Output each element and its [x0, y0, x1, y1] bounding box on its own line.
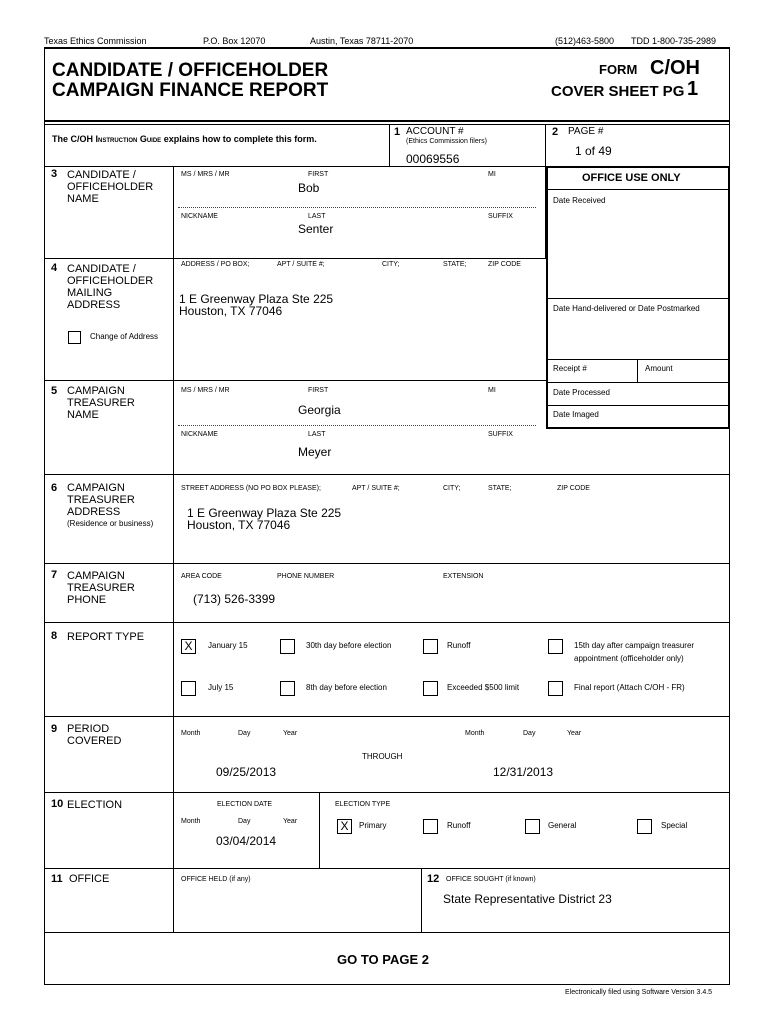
8th-day-checkbox[interactable] — [280, 681, 295, 696]
15th-day-label-2: appointment (officeholder only) — [574, 654, 684, 663]
mailing-zip-header: ZIP CODE — [488, 261, 521, 268]
treasurer-nickname-label: NICKNAME — [181, 431, 218, 438]
form-word: FORM — [599, 62, 638, 77]
exceeded-limit-checkbox[interactable] — [423, 681, 438, 696]
agency-name: Texas Ethics Commission — [44, 36, 147, 46]
treasurer-state-header: STATE; — [488, 485, 512, 492]
candidate-first-name: Bob — [298, 181, 320, 195]
treasurer-mi-label: MI — [488, 387, 496, 394]
through-label: THROUGH — [362, 752, 403, 761]
treasurer-address-line1: 1 E Greenway Plaza Ste 225 — [187, 506, 342, 520]
treasurer-last-label: LAST — [308, 431, 326, 438]
section-6-number: 6 — [51, 482, 58, 494]
office-sought-value: State Representative District 23 — [443, 892, 612, 906]
page-label: PAGE # — [568, 126, 604, 137]
period-from-month-label: Month — [181, 730, 201, 737]
january-15-checkbox[interactable]: X — [181, 639, 196, 654]
general-checkbox[interactable] — [525, 819, 540, 834]
section-1-number: 1 — [394, 126, 401, 138]
period-from-day-label: Day — [238, 730, 251, 737]
instruction-text: The C/OH Instruction Guide explains how to complete this form. — [52, 134, 317, 144]
section-8-label: REPORT TYPE — [67, 631, 145, 643]
15th-day-checkbox[interactable] — [548, 639, 563, 654]
candidate-first-label: FIRST — [308, 171, 329, 178]
page-number: 1 of 49 — [575, 144, 612, 158]
period-to-month-label: Month — [465, 730, 485, 737]
primary-label: Primary — [359, 821, 387, 830]
treasurer-ms-label: MS / MRS / MR — [181, 387, 230, 394]
amount-label: Amount — [645, 364, 673, 373]
change-of-address-label: Change of Address — [90, 332, 159, 341]
mailing-address-header: ADDRESS / PO BOX; — [181, 261, 250, 268]
form-code: C/OH — [650, 57, 700, 79]
section-6-sublabel: (Residence or business) — [67, 519, 154, 528]
candidate-suffix-label: SUFFIX — [488, 213, 513, 220]
treasurer-last-name: Meyer — [298, 445, 332, 459]
election-month-label: Month — [181, 818, 201, 825]
section-3-label: CANDIDATE / OFFICEHOLDER NAME — [67, 169, 154, 205]
mailing-address-line1: 1 E Greenway Plaza Ste 225 — [179, 292, 334, 306]
section-8-number: 8 — [51, 630, 58, 642]
agency-tdd: TDD 1-800-735-2989 — [631, 36, 717, 46]
date-imaged-label: Date Imaged — [553, 410, 599, 419]
candidate-mi-label: MI — [488, 171, 496, 178]
treasurer-first-label: FIRST — [308, 387, 329, 394]
section-12-number: 12 — [427, 873, 440, 885]
form-title-line2: CAMPAIGN FINANCE REPORT — [52, 80, 329, 101]
receipt-label: Receipt # — [553, 364, 587, 373]
account-number: 00069556 — [406, 152, 460, 166]
election-date: 03/04/2014 — [216, 834, 277, 848]
special-label: Special — [661, 821, 688, 830]
treasurer-zip-header: ZIP CODE — [557, 485, 590, 492]
mailing-apt-header: APT / SUITE #; — [277, 261, 325, 268]
phone-number-label: PHONE NUMBER — [277, 573, 335, 580]
section-5-label: CAMPAIGN TREASURER NAME — [67, 385, 135, 421]
cover-sheet-page: 1 — [687, 78, 699, 100]
po-box: P.O. Box 12070 — [203, 36, 266, 46]
section-11-number: 11 — [51, 873, 63, 885]
section-4-number: 4 — [51, 262, 58, 274]
period-to-year-label: Year — [567, 730, 582, 737]
area-code-label: AREA CODE — [181, 573, 222, 580]
go-to-page-2: GO TO PAGE 2 — [337, 952, 429, 967]
candidate-last-label: LAST — [308, 213, 326, 220]
mailing-state-header: STATE; — [443, 261, 467, 268]
section-6-label: CAMPAIGN TREASURER ADDRESS — [67, 482, 135, 518]
treasurer-first-name: Georgia — [298, 403, 341, 417]
runoff-report-checkbox[interactable] — [423, 639, 438, 654]
section-9-label: PERIOD COVERED — [67, 723, 122, 747]
july-15-label: July 15 — [208, 683, 234, 692]
primary-checkbox[interactable]: X — [337, 819, 352, 834]
election-day-label: Day — [238, 818, 251, 825]
general-label: General — [548, 821, 577, 830]
final-report-checkbox[interactable] — [548, 681, 563, 696]
15th-day-label-1: 15th day after campaign treasurer — [574, 641, 695, 650]
office-use-title: OFFICE USE ONLY — [582, 172, 681, 184]
agency-phone: (512)463-5800 — [555, 36, 615, 46]
form-title-line1: CANDIDATE / OFFICEHOLDER — [52, 60, 329, 81]
section-4-label: CANDIDATE / OFFICEHOLDER MAILING ADDRESS — [67, 263, 154, 311]
treasurer-street-header: STREET ADDRESS (NO PO BOX PLEASE); — [181, 485, 321, 492]
section-11-label: OFFICE — [69, 873, 110, 885]
8th-day-label: 8th day before election — [306, 683, 387, 692]
section-7-number: 7 — [51, 569, 58, 581]
treasurer-city-header: CITY; — [443, 485, 461, 492]
election-type-header: ELECTION TYPE — [335, 801, 391, 808]
period-to-date: 12/31/2013 — [493, 765, 554, 779]
treasurer-suffix-label: SUFFIX — [488, 431, 513, 438]
final-report-label: Final report (Attach C/OH - FR) — [574, 683, 685, 692]
treasurer-apt-header: APT / SUITE #; — [352, 485, 400, 492]
july-15-checkbox[interactable] — [181, 681, 196, 696]
section-7-label: CAMPAIGN TREASURER PHONE — [67, 570, 135, 606]
account-label: ACCOUNT # — [406, 126, 464, 137]
office-sought-label: OFFICE SOUGHT (if known) — [446, 876, 536, 883]
date-hand-label: Date Hand-delivered or Date Postmarked — [553, 304, 700, 313]
section-10-label: ELECTION — [67, 799, 123, 811]
office-held-label: OFFICE HELD (if any) — [181, 876, 251, 883]
election-date-header: ELECTION DATE — [217, 801, 273, 808]
special-checkbox[interactable] — [637, 819, 652, 834]
treasurer-address-line2: Houston, TX 77046 — [187, 518, 291, 532]
section-10-number: 10 — [51, 798, 64, 810]
mailing-address-line2: Houston, TX 77046 — [179, 304, 283, 318]
period-to-day-label: Day — [523, 730, 536, 737]
candidate-ms-label: MS / MRS / MR — [181, 171, 230, 178]
exceeded-limit-label: Exceeded $500 limit — [447, 683, 520, 692]
section-2-number: 2 — [552, 126, 559, 138]
30th-day-label: 30th day before election — [306, 641, 392, 650]
section-9-number: 9 — [51, 723, 58, 735]
extension-label: EXTENSION — [443, 573, 484, 580]
treasurer-phone: (713) 526-3399 — [193, 592, 276, 606]
date-processed-label: Date Processed — [553, 388, 610, 397]
date-received-label: Date Received — [553, 196, 606, 205]
change-of-address-checkbox[interactable] — [68, 331, 81, 344]
section-5-number: 5 — [51, 385, 58, 397]
period-from-date: 09/25/2013 — [216, 765, 277, 779]
agency-city: Austin, Texas 78711-2070 — [310, 36, 414, 46]
january-15-label: January 15 — [208, 641, 248, 650]
30th-day-checkbox[interactable] — [280, 639, 295, 654]
account-sublabel: (Ethics Commission filers) — [406, 138, 487, 145]
period-from-year-label: Year — [283, 730, 298, 737]
software-version: Electronically filed using Software Version 3.4.5 — [565, 989, 713, 996]
mailing-city-header: CITY; — [382, 261, 400, 268]
election-year-label: Year — [283, 818, 298, 825]
runoff-report-label: Runoff — [447, 641, 471, 650]
election-runoff-label: Runoff — [447, 821, 471, 830]
candidate-last-name: Senter — [298, 222, 334, 236]
election-runoff-checkbox[interactable] — [423, 819, 438, 834]
section-3-number: 3 — [51, 168, 58, 180]
cover-sheet-label: COVER SHEET PG — [551, 83, 685, 100]
candidate-nickname-label: NICKNAME — [181, 213, 218, 220]
